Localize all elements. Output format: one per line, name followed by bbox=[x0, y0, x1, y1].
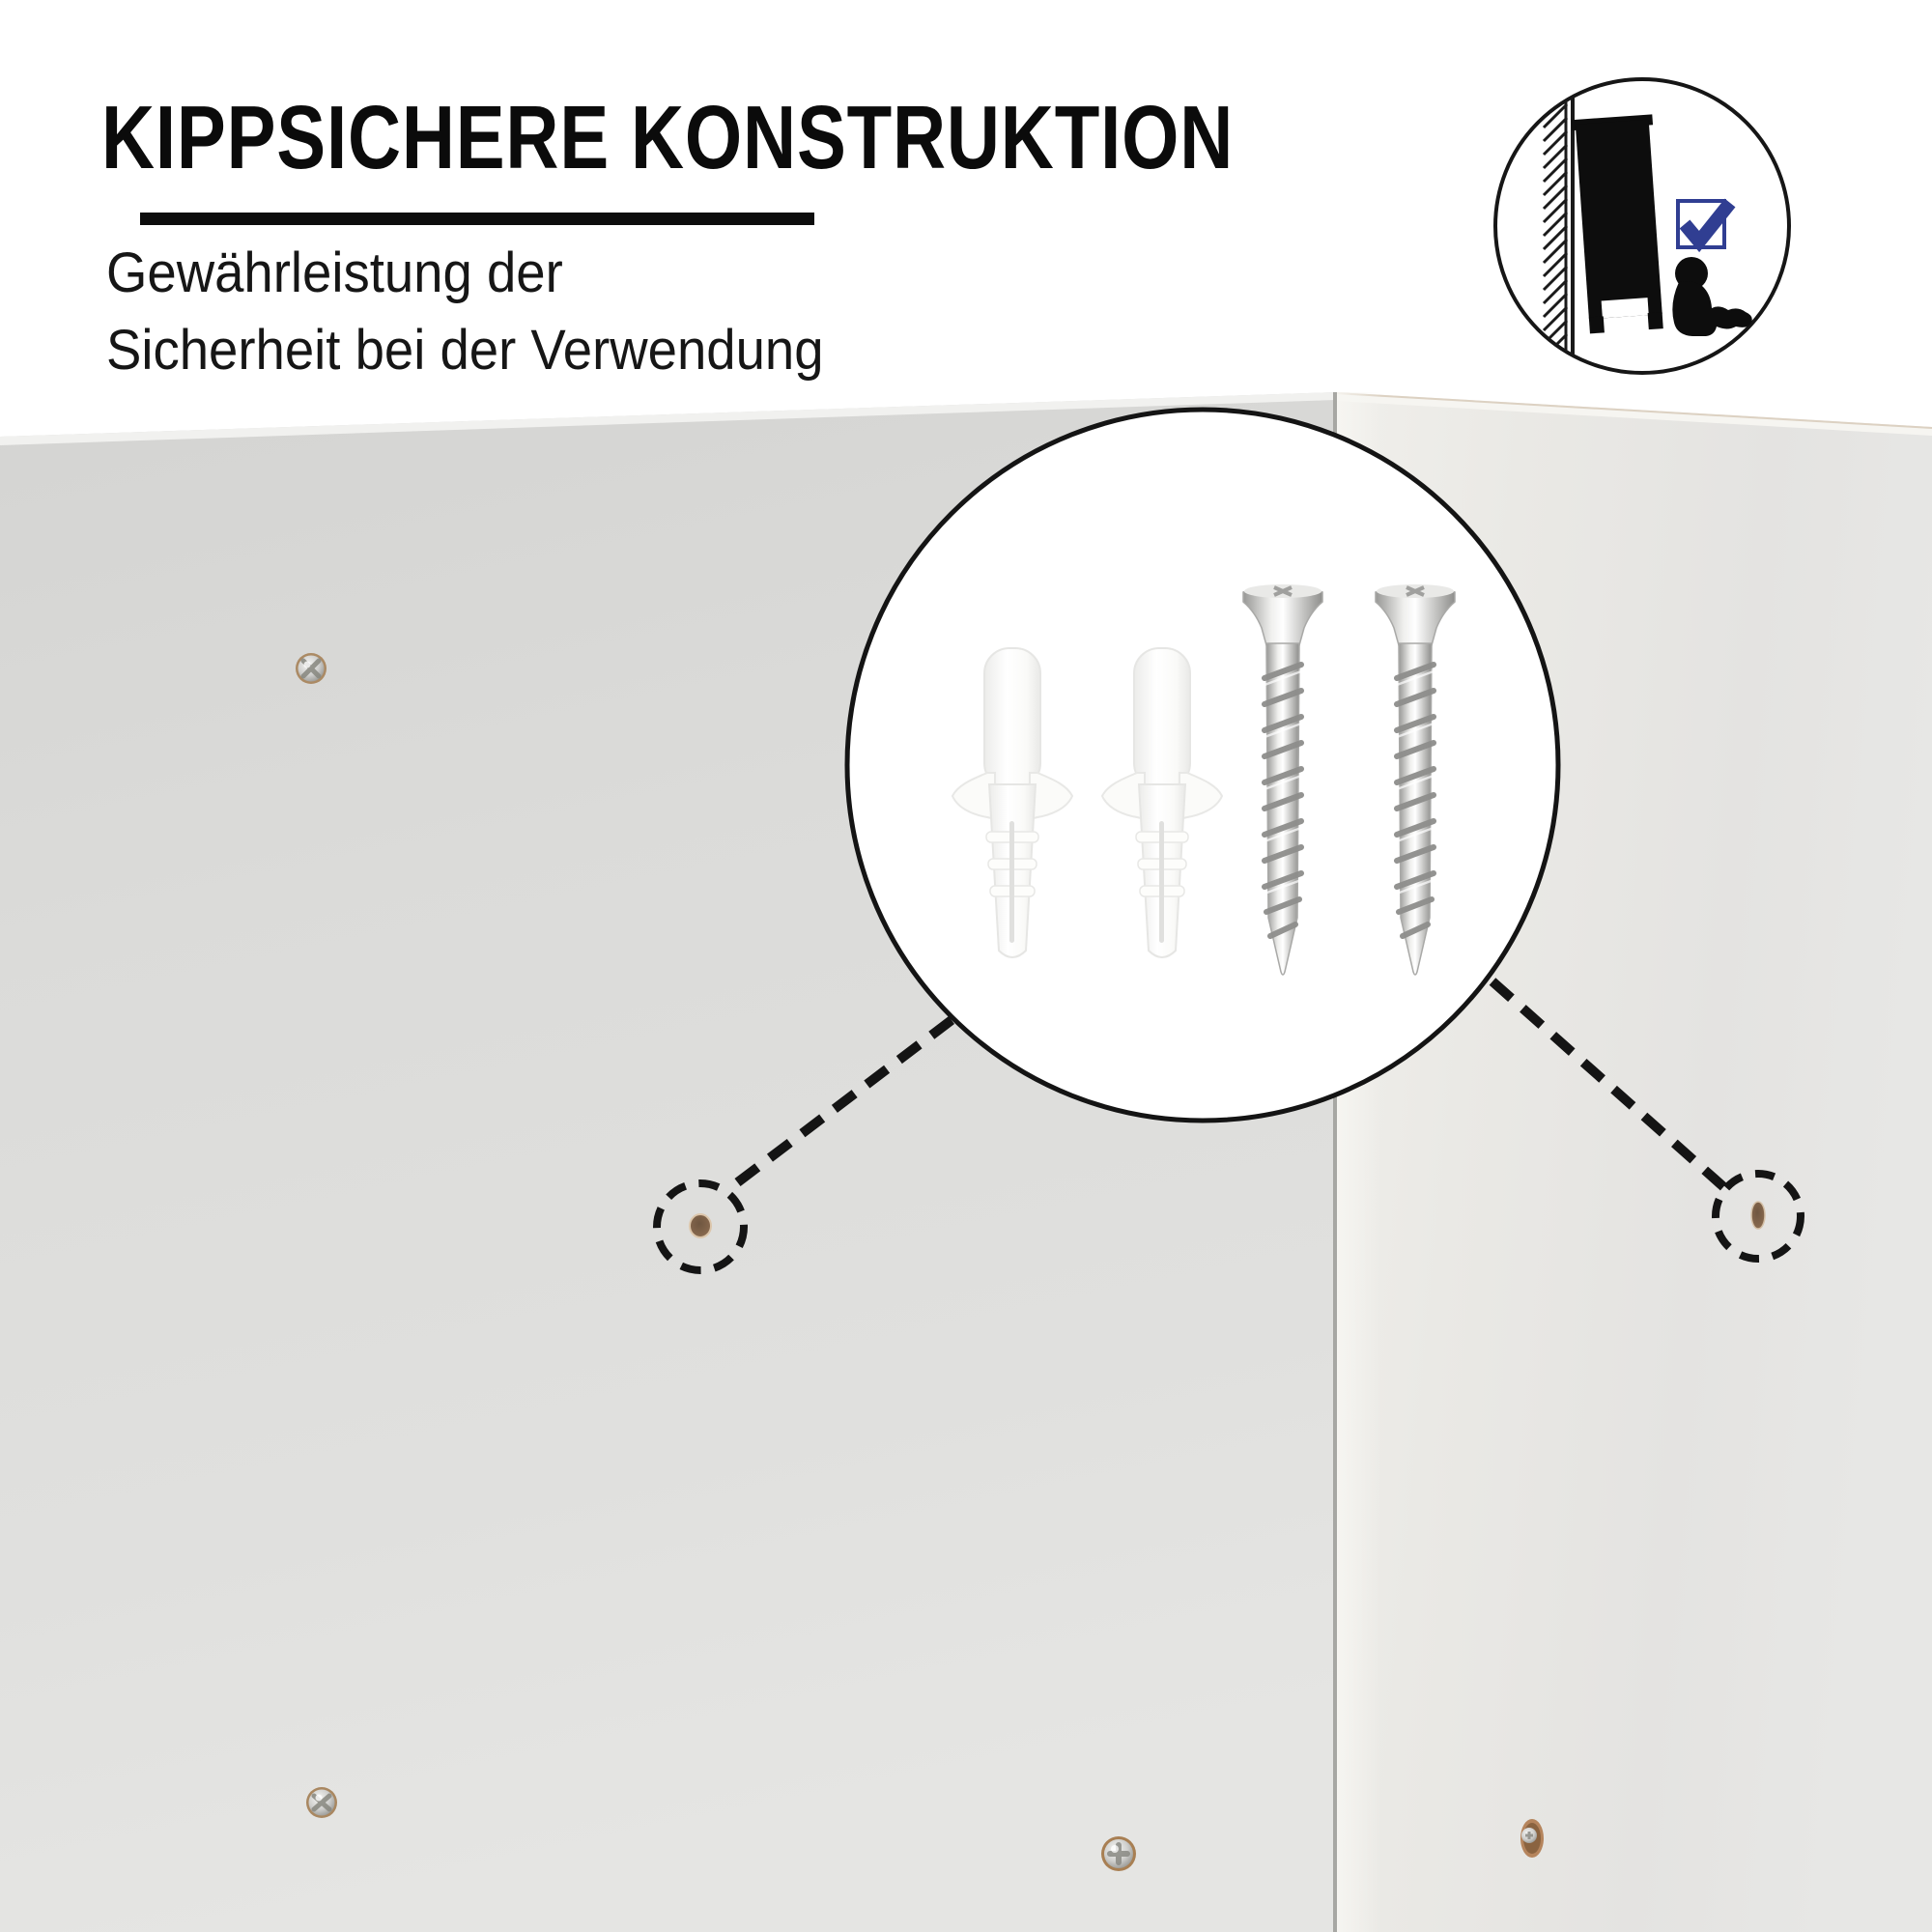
checked-checkbox-icon bbox=[1678, 201, 1730, 247]
magnifier-circle bbox=[847, 410, 1558, 1121]
feature-title: KIPPSICHERE KONSTRUKTION bbox=[101, 87, 1235, 187]
screw-in-hole-bottom-right bbox=[1520, 1819, 1544, 1858]
anti-tip-badge bbox=[1495, 68, 1789, 384]
hardware-magnifier bbox=[847, 410, 1558, 1121]
subtitle-line-2: Sicherheit bei der Verwendung bbox=[106, 319, 824, 382]
title-divider bbox=[140, 213, 814, 225]
left-wall-mount-hole bbox=[690, 1214, 711, 1237]
screw-head-bottom-center bbox=[1101, 1836, 1136, 1871]
subtitle-line-1: Gewährleistung der bbox=[106, 242, 563, 304]
feature-subtitle bbox=[106, 235, 824, 389]
screw-head-upper-left bbox=[296, 653, 327, 684]
right-wall-mount-hole bbox=[1751, 1202, 1765, 1229]
screw-head-lower-left bbox=[306, 1787, 337, 1818]
